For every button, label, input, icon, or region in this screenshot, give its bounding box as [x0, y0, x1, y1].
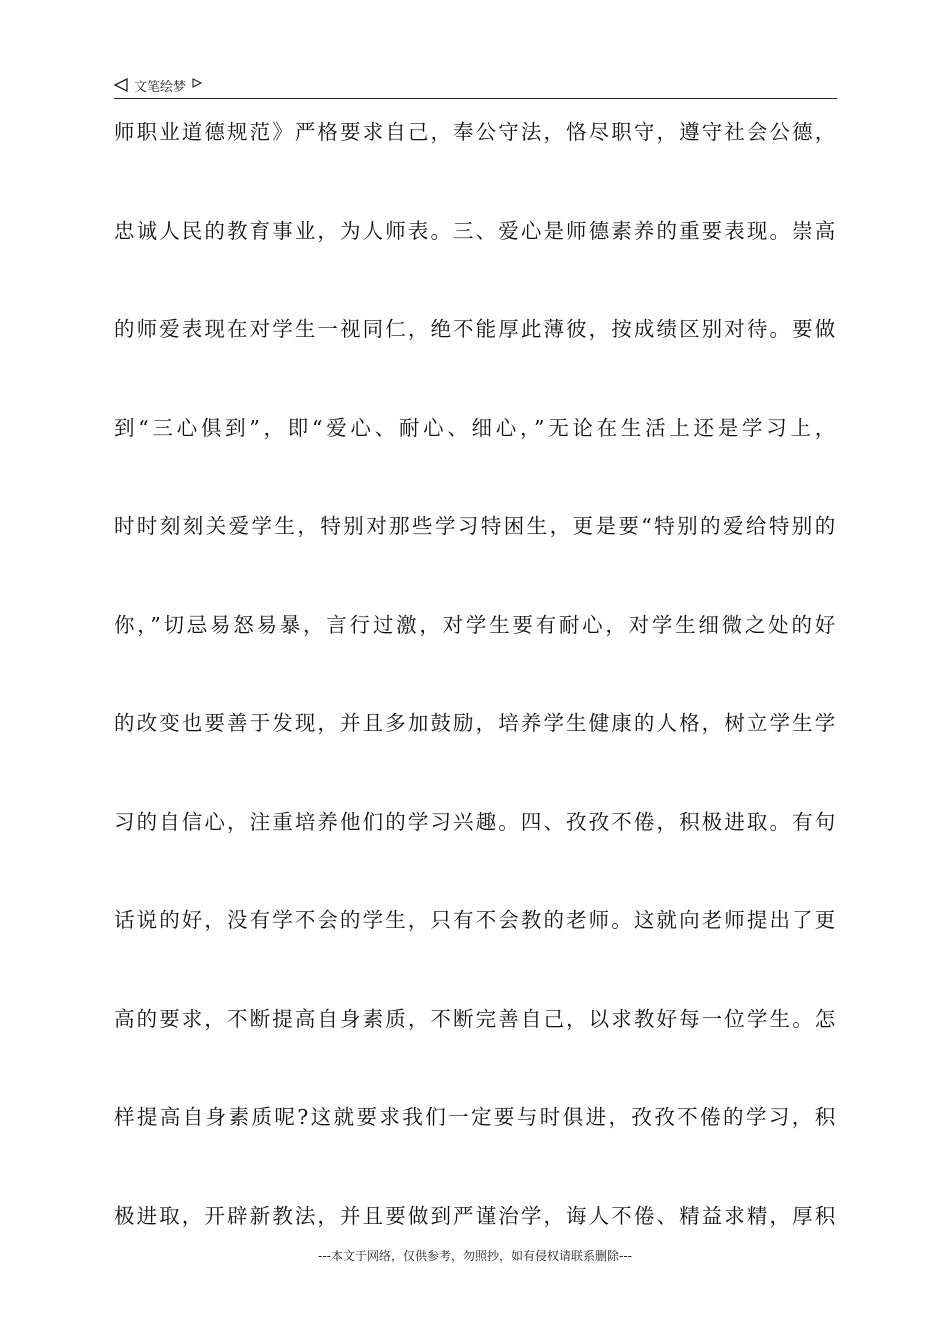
text-line: 的改变也要善于发现，并且多加鼓励，培养学生健康的人格，树立学生学 [114, 711, 837, 735]
triangle-right-icon [192, 77, 202, 87]
text-line: 样提高自身素质呢?这就要求我们一定要与时俱进，孜孜不倦的学习，积 [114, 1105, 837, 1129]
page-header [114, 72, 837, 99]
header-title: 文笔绘梦 [134, 79, 187, 95]
text-line: 你，”切忌易怒易暴，言行过激，对学生要有耐心，对学生细微之处的好 [114, 612, 837, 637]
text-line: 忠诚人民的教育事业，为人师表。三、爱心是师德素养的重要表现。崇高 [114, 218, 837, 243]
text-line: 的师爱表现在对学生一视同仁，绝不能厚此薄彼，按成绩区别对待。要做 [114, 317, 837, 341]
text-line: 极进取，开辟新教法，并且要做到严谨治学，诲人不倦、精益求精，厚积 [114, 1203, 837, 1228]
text-line: 到“三心俱到”，即“爱心、耐心、细心，”无论在生活上还是学习上， [114, 415, 837, 440]
footer-disclaimer: ---本文于网络，仅供参考，勿照抄，如有侵权请联系删除--- [318, 1249, 632, 1263]
document-body [114, 110, 837, 1292]
text-line: 师职业道德规范》严格要求自己，奉公守法，恪尽职守，遵守社会公德， [114, 120, 837, 144]
text-line: 时时刻刻关爱学生，特别对那些学习特困生，更是要“特别的爱给特别的 [114, 514, 837, 538]
text-line: 习的自信心，注重培养他们的学习兴趣。四、孜孜不倦，积极进取。有句 [114, 809, 837, 834]
triangle-left-icon [114, 78, 128, 92]
text-line: 高的要求，不断提高自身素质，不断完善自己，以求教好每一位学生。怎 [114, 1006, 837, 1031]
text-line: 话说的好，没有学不会的学生，只有不会教的老师。这就向老师提出了更 [114, 908, 837, 932]
